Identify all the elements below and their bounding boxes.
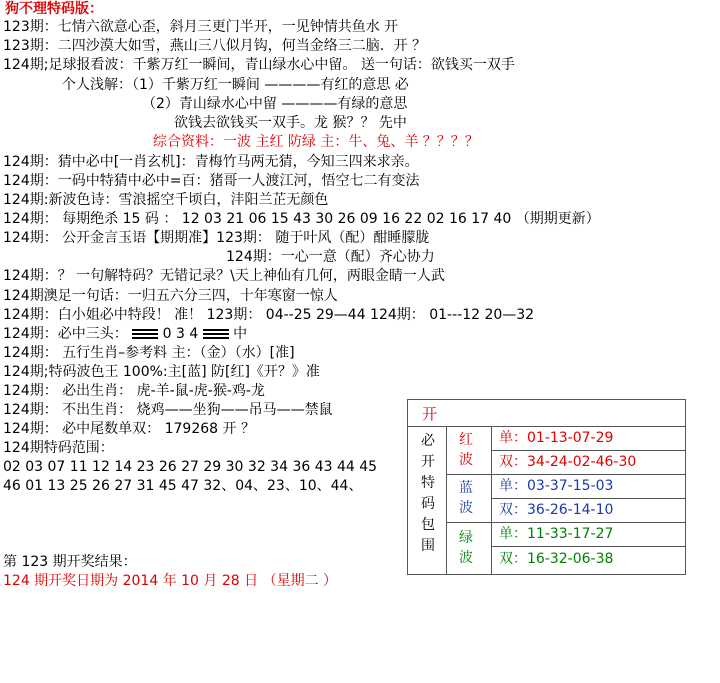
page-title: 狗不理特码版： bbox=[5, 1, 103, 17]
table-row bbox=[492, 499, 685, 523]
three-heads-value: 0 3 4 bbox=[162, 326, 199, 342]
line-range-numbers-1: 02 03 07 11 12 14 23 26 27 29 30 32 34 36 43 44 45 bbox=[3, 459, 378, 475]
line-123-poem-2: 123期：二四沙漠大如雪，燕山三八似月钩，何当金络三二脑．开 ？ bbox=[3, 38, 427, 54]
line-123-poem-1: 123期：七情六欲意心歪，斜月三更门半开，一见钟情共鱼水 开 bbox=[3, 19, 399, 35]
number-set: 16-32-06-38 bbox=[527, 551, 614, 567]
bars-icon bbox=[203, 327, 229, 341]
line-riddle: 124期：？ 一句解特码？无错记录？\天上神仙有几何，两眼金睛一人武 bbox=[3, 268, 445, 284]
odd-even-key: 单： bbox=[499, 526, 527, 542]
three-heads-label: 124期：必中三头： bbox=[3, 326, 128, 342]
wave-label-green bbox=[447, 523, 492, 574]
wave-label-char: 波 bbox=[459, 452, 473, 468]
wave-label-char: 波 bbox=[459, 500, 473, 516]
line-must-zodiac: 124期： 必出生肖： 虎-羊-鼠-虎-猴-鸡-龙 bbox=[3, 383, 265, 399]
line-three-heads bbox=[3, 325, 247, 343]
line-wave-king: 124期;特码波色王 100%:主[蓝] 防[红]《开？》准 bbox=[3, 364, 320, 380]
side-label-char: 开 bbox=[421, 454, 435, 470]
wave-label-char: 蓝 bbox=[459, 480, 473, 496]
table-header bbox=[408, 400, 685, 427]
line-tail-odd-even: 124期： 必中尾数单双： 179268 开 ？ bbox=[3, 421, 255, 437]
number-set: 01-13-07-29 bbox=[527, 430, 614, 446]
line-golden-words: 124期： 公开金言玉语【期期准】123期： 随于叶风（配）酣睡朦胧 bbox=[3, 230, 430, 246]
odd-even-key: 双： bbox=[499, 551, 527, 567]
wave-label-red bbox=[447, 427, 492, 475]
wave-label-char: 绿 bbox=[459, 530, 473, 546]
side-label bbox=[408, 427, 447, 574]
side-label-char: 码 bbox=[421, 496, 435, 512]
line-five-elements: 124期： 五行生肖–参考料 主：（金）（水）[准] bbox=[3, 345, 295, 361]
line-range-numbers-2: 46 01 13 25 26 27 31 45 47 32、04、23、10、44、 bbox=[3, 478, 363, 494]
table-header-label: 开 bbox=[422, 405, 438, 423]
line-personal-note-2: （2）青山绿水心中留 ————有绿的意思 bbox=[142, 96, 408, 112]
number-set: 11-33-17-27 bbox=[527, 526, 614, 542]
bars-icon bbox=[132, 327, 158, 341]
line-kill-15: 124期： 每期绝杀 15 码 ： 12 03 21 06 15 43 30 26 09 16 22 02 16 17 40 （期期更新） bbox=[3, 211, 600, 227]
wave-label-char: 波 bbox=[459, 550, 473, 566]
table-row bbox=[492, 523, 685, 547]
three-heads-suffix: 中 bbox=[233, 326, 248, 342]
line-124-football: 124期;足球报看波：千紫万红一瞬间，青山绿水心中留。 送一句话：欲钱买一双手 bbox=[3, 57, 515, 73]
table-row bbox=[492, 427, 685, 451]
line-golden-words-2: 124期：一心一意（配）齐心协力 bbox=[226, 249, 435, 265]
line-result-123: 第 123 期开奖结果： bbox=[3, 554, 137, 570]
line-personal-note-3: 欲钱去欲钱买一双手。龙 猴？？ 先中 bbox=[174, 115, 407, 131]
odd-even-key: 单： bbox=[499, 430, 527, 446]
number-set: 36-26-14-10 bbox=[527, 502, 614, 518]
wave-label-blue bbox=[447, 475, 492, 523]
line-summary: 综合资料：一波 主红 防绿 主：牛、兔、羊 ？？？？ bbox=[153, 134, 479, 150]
line-personal-note-1: 个人浅解：（1）千紫万红一瞬间 ————有红的意思 必 bbox=[62, 77, 409, 93]
wave-label-char: 红 bbox=[459, 432, 473, 448]
line-not-zodiac: 124期： 不出生肖： 烧鸡——坐狗——吊马——禁鼠 bbox=[3, 402, 333, 418]
side-label-char: 特 bbox=[421, 475, 435, 491]
line-white-lady: 124期：白小姐必中特段！ 准！ 123期： 04--25 29—44 124期： 01---12 20—32 bbox=[3, 307, 535, 323]
line-guess: 124期：猜中必中[一肖玄机]：青梅竹马两无猜，今知三四来求亲。 bbox=[3, 154, 419, 170]
odd-even-key: 双： bbox=[499, 502, 527, 518]
table-row bbox=[492, 451, 685, 475]
line-draw-date: 124 期开奖日期为 2014 年 10 月 28 日 （星期二 ） bbox=[3, 573, 338, 589]
number-set: 34-24-02-46-30 bbox=[527, 454, 637, 470]
number-set: 03-37-15-03 bbox=[527, 478, 614, 494]
side-label-char: 包 bbox=[421, 517, 435, 533]
line-aus-football: 124期澳足一句话：一归五六分三四，十年寒窗一惊人 bbox=[3, 288, 338, 304]
odd-even-key: 双： bbox=[499, 454, 527, 470]
table-row bbox=[492, 548, 685, 574]
side-label-char: 必 bbox=[421, 433, 435, 449]
table-row bbox=[492, 475, 685, 499]
line-wave-poem: 124期:新波色诗：雪浪摇空千顷白，沣阳兰芷无颜色 bbox=[3, 192, 329, 208]
line-range-label: 124期特码范围： bbox=[3, 440, 114, 456]
side-label-char: 围 bbox=[421, 538, 435, 554]
odd-even-key: 单： bbox=[499, 478, 527, 494]
prediction-table bbox=[407, 399, 686, 575]
line-one-code: 124期：一码中特猜中必中=百：猪哥一人渡江河，悟空七二有变法 bbox=[3, 173, 420, 189]
